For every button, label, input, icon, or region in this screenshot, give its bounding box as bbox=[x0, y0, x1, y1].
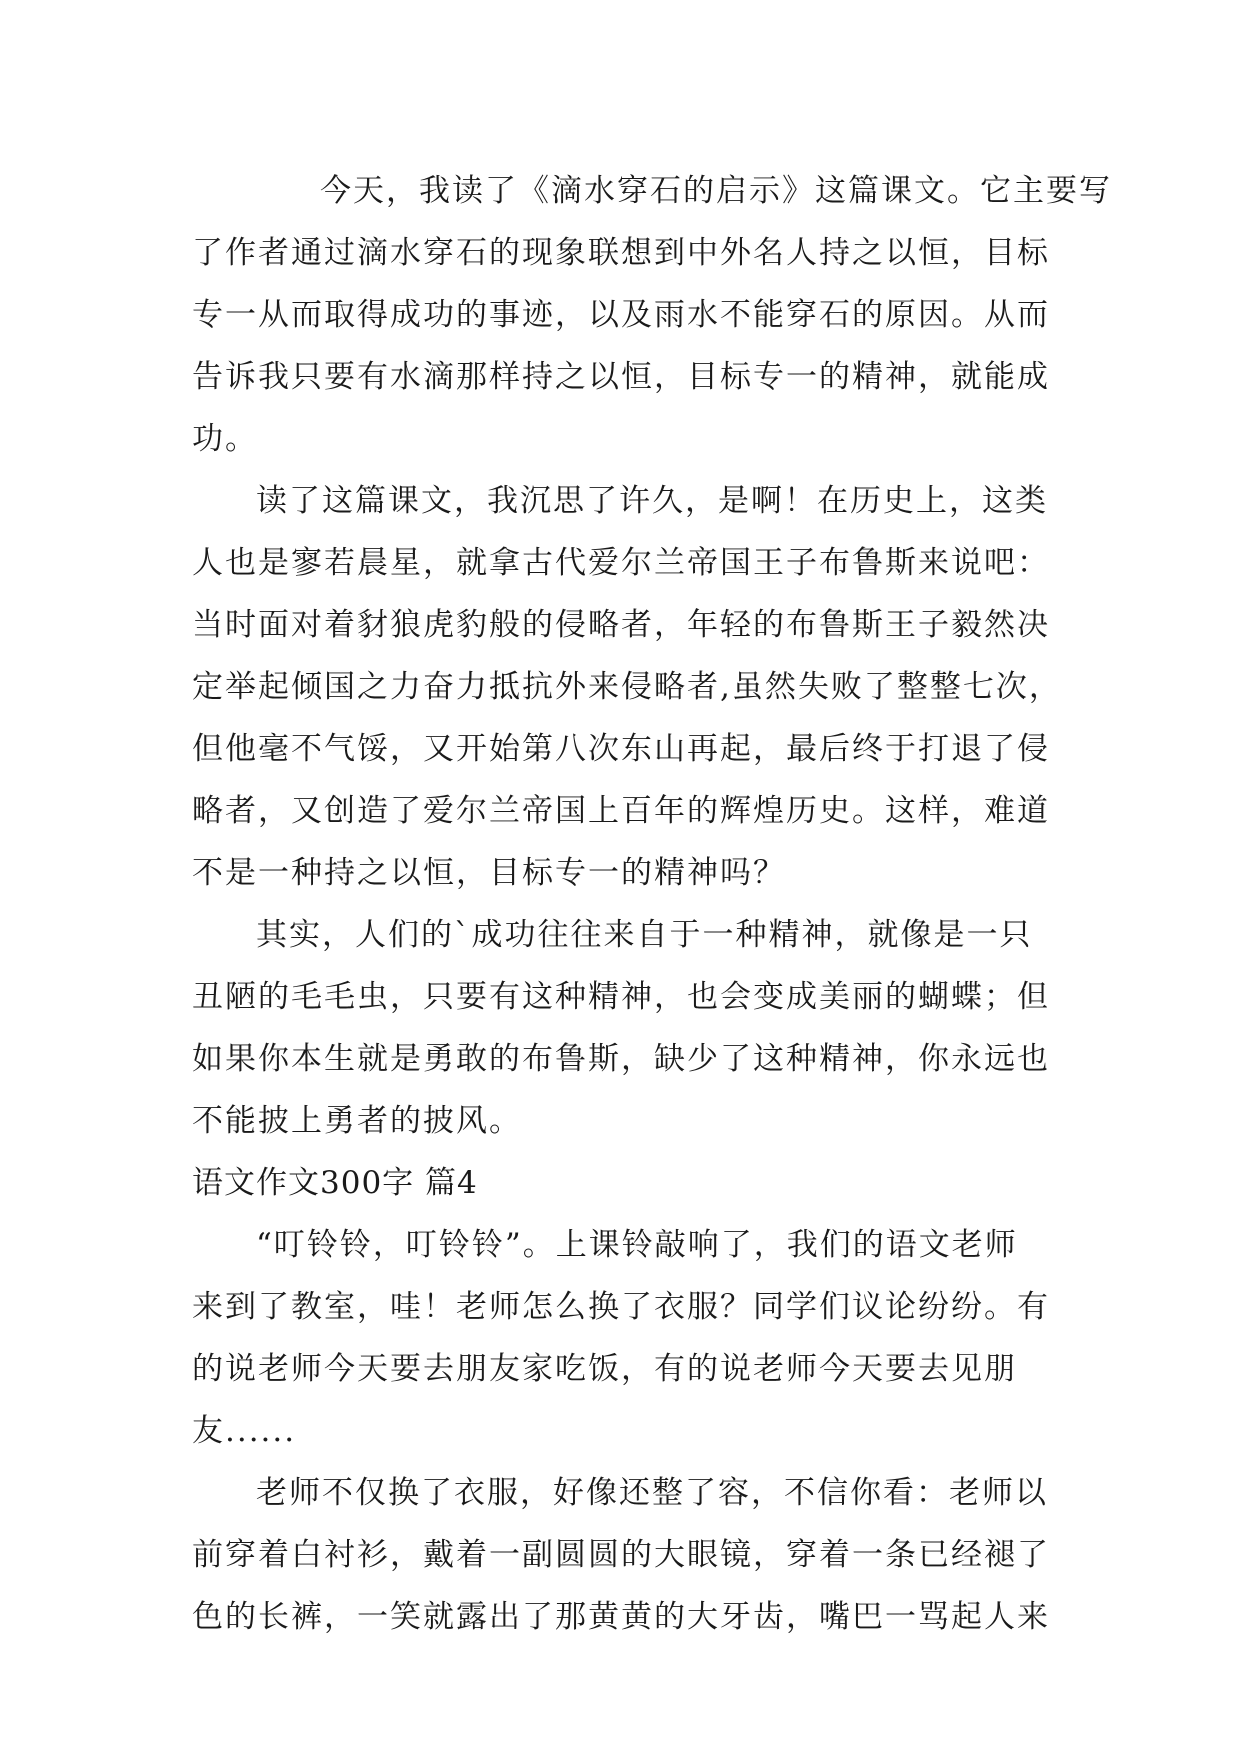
paragraph-5 bbox=[192, 1462, 1062, 1648]
text-line: 的说老师今天要去朋友家吃饭，有的说老师今天要去见朋 bbox=[192, 1351, 1017, 1387]
text-line: “叮铃铃，叮铃铃”。上课铃敲响了，我们的语文老师 bbox=[256, 1227, 1018, 1263]
text-line: 如果你本生就是勇敢的布鲁斯，缺少了这种精神，你永远也 bbox=[192, 1041, 1050, 1077]
text-line: 来到了教室，哇！老师怎么换了衣服？同学们议论纷纷。有 bbox=[192, 1289, 1050, 1325]
text-line: 友...... bbox=[192, 1413, 297, 1449]
text-line: 但他毫不气馁，又开始第八次东山再起，最后终于打退了侵 bbox=[192, 731, 1050, 767]
text-line: 专一从而取得成功的事迹，以及雨水不能穿石的原因。从而 bbox=[192, 297, 1050, 333]
text-line: 告诉我只要有水滴那样持之以恒，目标专一的精神，就能成 bbox=[192, 359, 1050, 395]
text-line: 读了这篇课文，我沉思了许久，是啊！在历史上，这类 bbox=[256, 483, 1048, 519]
paragraph-4 bbox=[192, 1214, 1062, 1462]
text-line: 老师不仅换了衣服，好像还整了容，不信你看：老师以 bbox=[256, 1475, 1048, 1511]
text-line: 不能披上勇者的披风。 bbox=[192, 1103, 522, 1139]
text-line: 了作者通过滴水穿石的现象联想到中外名人持之以恒，目标 bbox=[192, 235, 1050, 271]
text-line: 其实，人们的`成功往往来自于一种精神，就像是一只 bbox=[256, 917, 1033, 953]
text-line: 前穿着白衬衫，戴着一副圆圆的大眼镜，穿着一条已经褪了 bbox=[192, 1537, 1050, 1573]
paragraph-2 bbox=[192, 470, 1062, 904]
text-line: 今天，我读了《滴水穿石的启示》这篇课文。它主要写 bbox=[320, 173, 1112, 209]
text-line: 功。 bbox=[192, 421, 258, 457]
paragraph-1 bbox=[192, 160, 1112, 470]
section-heading-text: 语文作文300字 篇4 bbox=[192, 1165, 478, 1201]
paragraph-3 bbox=[192, 904, 1062, 1152]
text-line: 色的长裤，一笑就露出了那黄黄的大牙齿，嘴巴一骂起人来 bbox=[192, 1599, 1050, 1635]
text-line: 丑陋的毛毛虫，只要有这种精神，也会变成美丽的蝴蝶；但 bbox=[192, 979, 1050, 1015]
text-line: 不是一种持之以恒，目标专一的精神吗？ bbox=[192, 855, 786, 891]
document-body bbox=[192, 160, 1112, 1648]
text-line: 人也是寥若晨星，就拿古代爱尔兰帝国王子布鲁斯来说吧： bbox=[192, 545, 1050, 581]
section-heading bbox=[192, 1152, 1062, 1214]
text-line: 当时面对着豺狼虎豹般的侵略者，年轻的布鲁斯王子毅然决 bbox=[192, 607, 1050, 643]
text-line: 定举起倾国之力奋力抵抗外来侵略者,虽然失败了整整七次， bbox=[192, 669, 1062, 705]
text-line: 略者，又创造了爱尔兰帝国上百年的辉煌历史。这样，难道 bbox=[192, 793, 1050, 829]
